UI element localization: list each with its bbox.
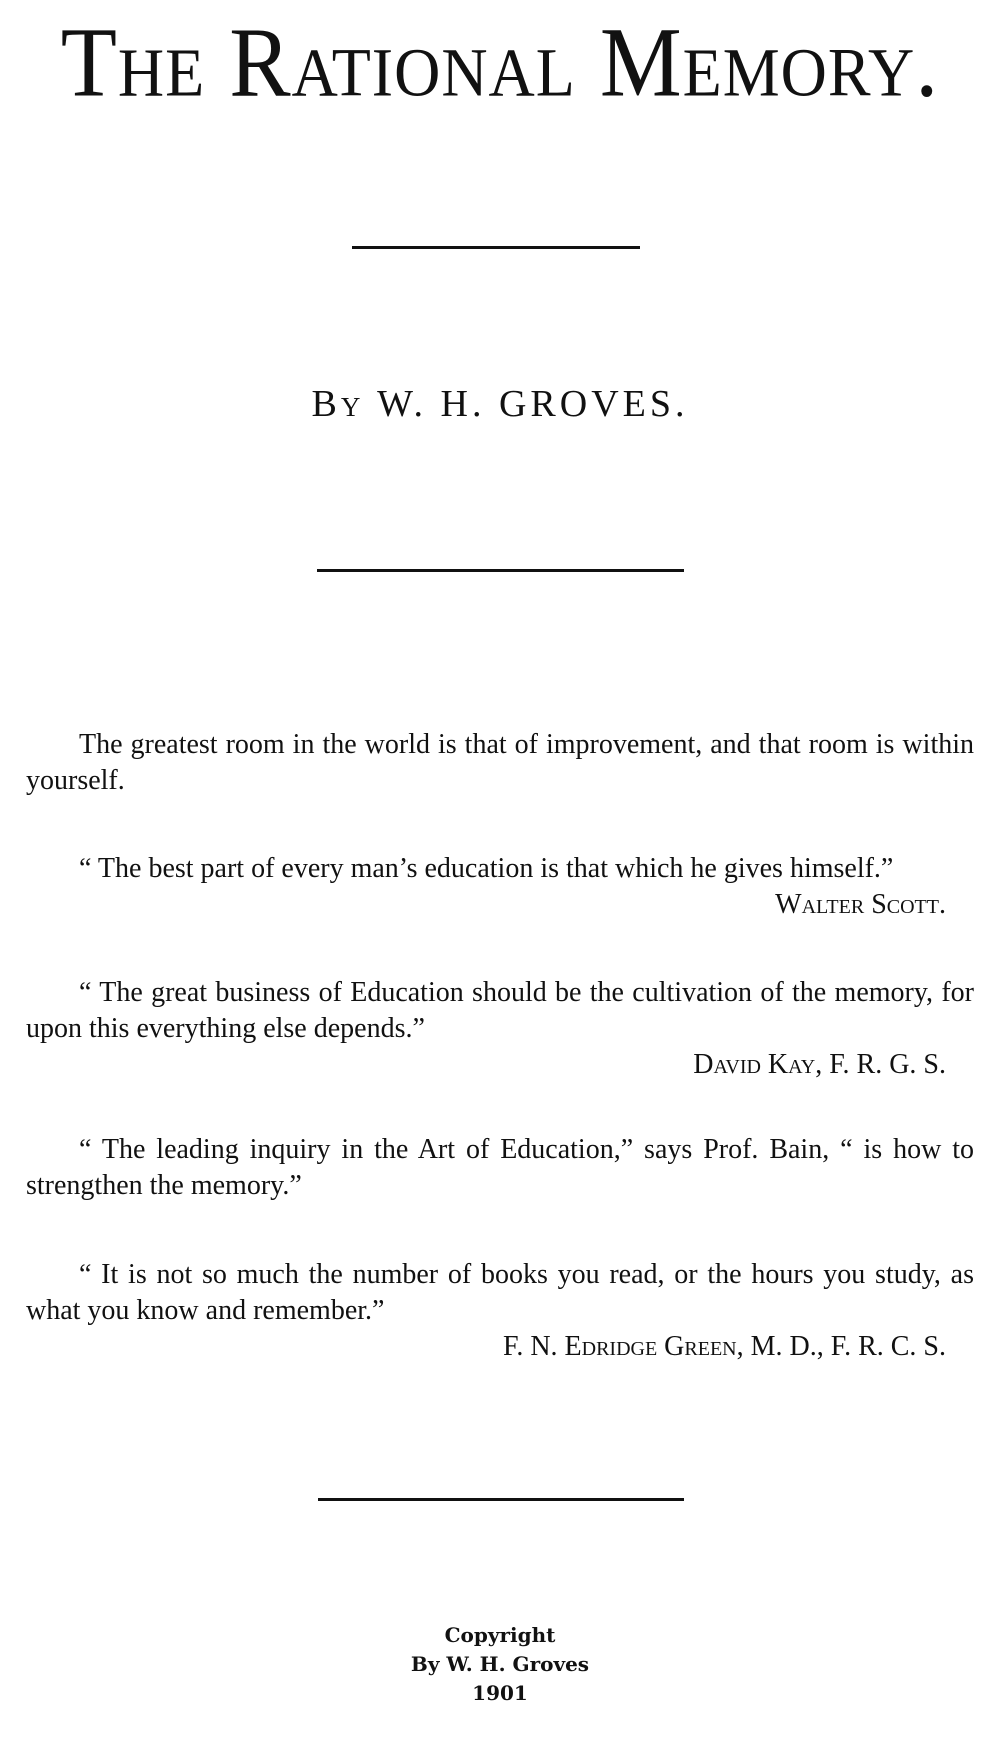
epigraph-text: “ The great business of Education should be the cultivation of the memory, for upon this everything else depends.” [26,977,974,1044]
byline [0,382,1000,426]
divider-rule [318,1498,684,1501]
divider-rule [317,569,684,572]
copyright-holder: By W. H. Groves [410,1652,590,1676]
byline-author: W. H. GROVES. [377,383,689,425]
epigraph [26,851,974,923]
epigraph-text: “ It is not so much the number of books you read, or the hours you study, as what you know and remember.” [26,1259,974,1326]
copyright-label: Copyright [444,1623,556,1647]
epigraph-text: “ The leading inquiry in the Art of Education,” says Prof. Bain, “ is how to strengthen the memory.” [26,1134,974,1201]
epigraph [26,1132,974,1204]
epigraph-attribution: Walter Scott. [775,889,946,920]
byline-prefix: By [311,383,365,425]
book-title: The Rational Memory. [60,6,940,118]
epigraph-text: The greatest room in the world is that of improvement, and that room is within yourself. [26,729,974,796]
copyright-year: 1901 [472,1681,528,1705]
epigraph [26,1257,974,1365]
copyright-notice [0,1621,1000,1708]
divider-rule [352,246,640,249]
epigraph [26,975,974,1083]
epigraph-attribution: F. N. Edridge Green, M. D., F. R. C. S. [502,1331,946,1362]
epigraph-text: “ The best part of every man’s education is that which he gives himself.” [79,853,894,884]
epigraph-attribution: David Kay, F. R. G. S. [693,1049,946,1080]
epigraph [26,727,974,799]
